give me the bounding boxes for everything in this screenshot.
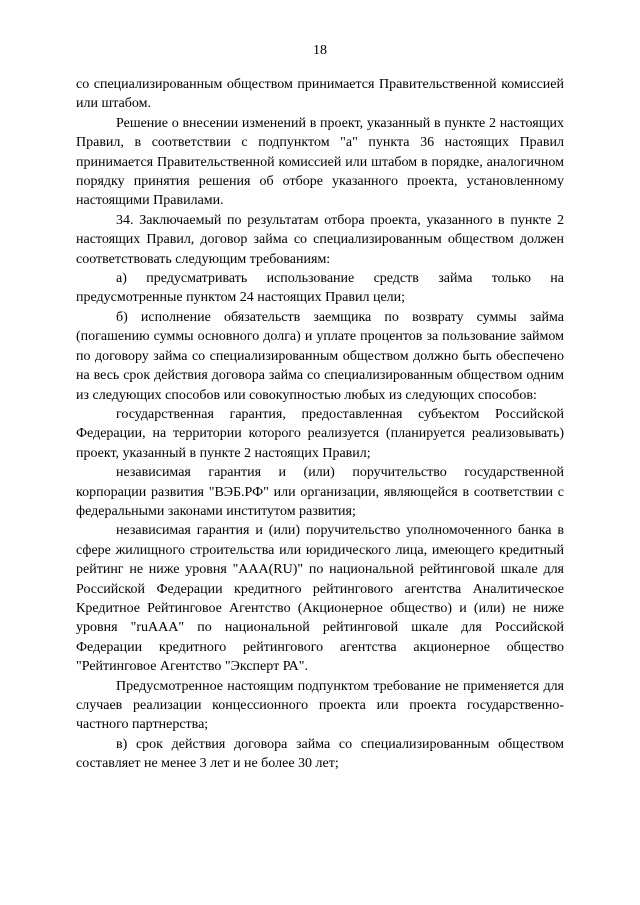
document-body bbox=[76, 75, 564, 774]
paragraph-bank-guarantee: независимая гарантия и (или) поручительство уполномоченного банка в сфере жилищного строительства или юридического лица, имеющего кредитный рейтинг не ниже уровня "AAA(RU)" по национальной рейтинговой шкале для Российской Федерации кредитного рейтингового агентства Аналитическое Кредитное Рейтинговое Агентство (Акционерное общество) и (или) не ниже уровня "ruAAA" по национальной рейтинговой шкале для Российской Федерации кредитного рейтингового агентства акционерное общество "Рейтинговое Агентство "Эксперт РА". bbox=[76, 523, 564, 675]
paragraph-veb-guarantee: независимая гарантия и (или) поручительство государственной корпорации развития "ВЭБ.РФ" или организации, являющейся в соответствии с федеральными законами институтом развития; bbox=[76, 465, 564, 519]
paragraph-exception: Предусмотренное настоящим подпунктом требование не применяется для случаев реализации концессионного проекта или проекта государственно-частного партнерства; bbox=[76, 678, 564, 733]
paragraph-subclause-b: б) исполнение обязательств заемщика по возврату суммы займа (погашению суммы основного долга) и уплате процентов за пользование займом по договору займа со специализированным обществом должно быть обеспечено на весь срок действия договора займа со специализированным обществом одним из следующих способов или совокупностью любых из следующих способов: bbox=[76, 309, 564, 403]
paragraph-amendment-decision: Решение о внесении изменений в проект, указанный в пункте 2 настоящих Правил, в соответствии с подпунктом "а" пункта 36 настоящих Правил принимается Правительственной комиссией или штабом в порядке, аналогичном порядку принятия решения об отборе указанного проекта, установленному настоящими Правилами. bbox=[76, 115, 564, 209]
paragraph-clause-34: 34. Заключаемый по результатам отбора проекта, указанного в пункте 2 настоящих Правил, договор займа со специализированным обществом должен соответствовать следующим требованиям: bbox=[76, 212, 564, 267]
paragraph-state-guarantee: государственная гарантия, предоставленная субъектом Российской Федерации, на территории которого реализуется (планируется реализовывать) проект, указанный в пункте 2 настоящих Правил; bbox=[76, 406, 564, 461]
paragraph-continuation: со специализированным обществом принимается Правительственной комиссией или штабом. bbox=[76, 77, 564, 112]
paragraph-subclause-a: а) предусматривать использование средств займа только на предусмотренные пунктом 24 настоящих Правил цели; bbox=[76, 271, 564, 306]
page-number: 18 bbox=[313, 43, 327, 58]
paragraph-subclause-v: в) срок действия договора займа со специализированным обществом составляет не менее 3 лет и не более 30 лет; bbox=[76, 736, 564, 772]
